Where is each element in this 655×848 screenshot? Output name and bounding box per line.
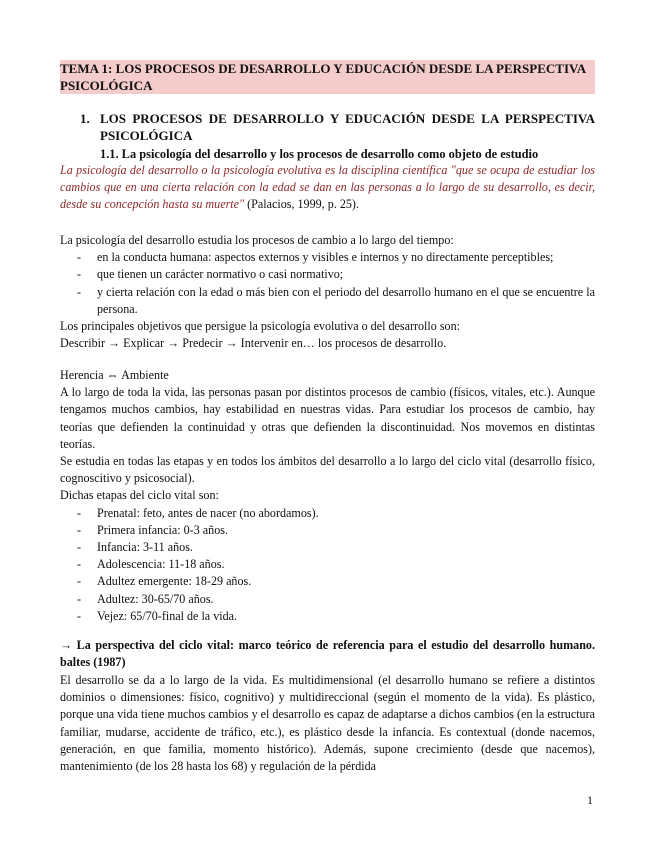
section-title: LOS PROCESOS DE DESARROLLO Y EDUCACIÓN DESDE LA PERSPECTIVA PSICOLÓGICA <box>100 111 595 143</box>
paragraph-describe: Describir → Explicar → Predecir → Intervenir en… los procesos de desarrollo. <box>60 336 447 351</box>
section-number: 1. <box>80 111 90 126</box>
list-item: - en la conducta humana: aspectos externos y visibles e internos y no directamente perceptibles; <box>77 250 554 265</box>
intro-block <box>60 232 595 352</box>
paragraph-changes: A lo largo de toda la vida, las personas pasan por distintos procesos de cambio (físicos, vitales, etc.). Aunque tengamos muchos cambios, hay estabilidad en nuestras vidas. Para estudiar los procesos de cambio, hay teorías que defienden la continuidad y otras que defienden la discontinuidad. Nos movemos en distintas teorías. <box>60 385 595 451</box>
paragraph-objectives: Los principales objetivos que persigue la psicología evolutiva o del desarrollo son: <box>60 319 461 334</box>
list-item: - Primera infancia: 0-3 años. <box>77 522 228 537</box>
paragraph-heredity: Herencia ⇔ Ambiente <box>60 368 169 382</box>
definition-quote <box>60 162 595 214</box>
section-heading-1 <box>80 110 595 144</box>
change-list <box>60 249 595 318</box>
paragraph-intro: La psicología del desarrollo estudia los procesos de cambio a lo largo del tiempo: <box>60 233 454 247</box>
paragraph-lifespan: El desarrollo se da a lo largo de la vida. Es multidimensional (el desarrollo humano se refiere a distintos dominios o dimensiones: físico, cognitivo) y multidireccional (según el momento de la vida). Es plástico, porque una vida tiene muchos cambios y el desarrollo es capaz de adaptarse a dichos cambios (en la estructura familiar, mudarse, accidente de tráfico, etc.), es plástico desde la infancia. Es contextual (donde nacemos, generación, en que familia, momento histórico). Además, supone crecimiento (desde que nacemos), mantenimiento (de los 28 hasta los 68) y regulación de la pérdida <box>60 673 595 774</box>
document-title: TEMA 1: LOS PROCESOS DE DESARROLLO Y EDUCACIÓN DESDE LA PERSPECTIVA PSICOLÓGICA <box>60 60 595 94</box>
paragraph-stages-intro: Se estudia en todas las etapas y en todos los ámbitos del desarrollo a lo largo del ciclo vital (desarrollo físico, cognoscitivo y psicosocial). <box>60 454 595 486</box>
stages-list <box>60 505 595 625</box>
lifespan-heading: → La perspectiva del ciclo vital: marco teórico de referencia para el estudio del desarrollo humano. baltes (1987) <box>60 638 595 670</box>
quote-text: La psicología del desarrollo o la psicología evolutiva es la disciplina científica "que se ocupa de estudiar los cambios que en una cierta relación con la edad se dan en las personas a lo largo de su desarrollo, es decir, desde su concepción hasta su muerte" <box>60 163 595 212</box>
list-item: - que tienen un carácter normativo o casi normativo; <box>77 267 344 282</box>
list-item: - Adolescencia: 11-18 años. <box>77 557 225 572</box>
quote-citation: (Palacios, 1999, p. 25). <box>244 197 359 212</box>
list-item: - Vejez: 65/70-final de la vida. <box>77 608 238 623</box>
paragraph-stages: Dichas etapas del ciclo vital son: <box>60 488 219 503</box>
heredity-block <box>60 367 595 625</box>
list-item: - Infancia: 3-11 años. <box>77 540 193 555</box>
list-item: - y cierta relación con la edad o más bien con el periodo del desarrollo humano en el que se encuentre la persona. <box>77 284 595 316</box>
page-number: 1 <box>587 793 593 807</box>
subsection-heading: 1.1. La psicología del desarrollo y los procesos de desarrollo como objeto de estudio <box>100 147 539 161</box>
list-item: - Prenatal: feto, antes de nacer (no abordamos). <box>77 505 319 520</box>
list-item: - Adultez: 30-65/70 años. <box>77 591 214 606</box>
list-item: - Adultez emergente: 18-29 años. <box>77 574 252 589</box>
